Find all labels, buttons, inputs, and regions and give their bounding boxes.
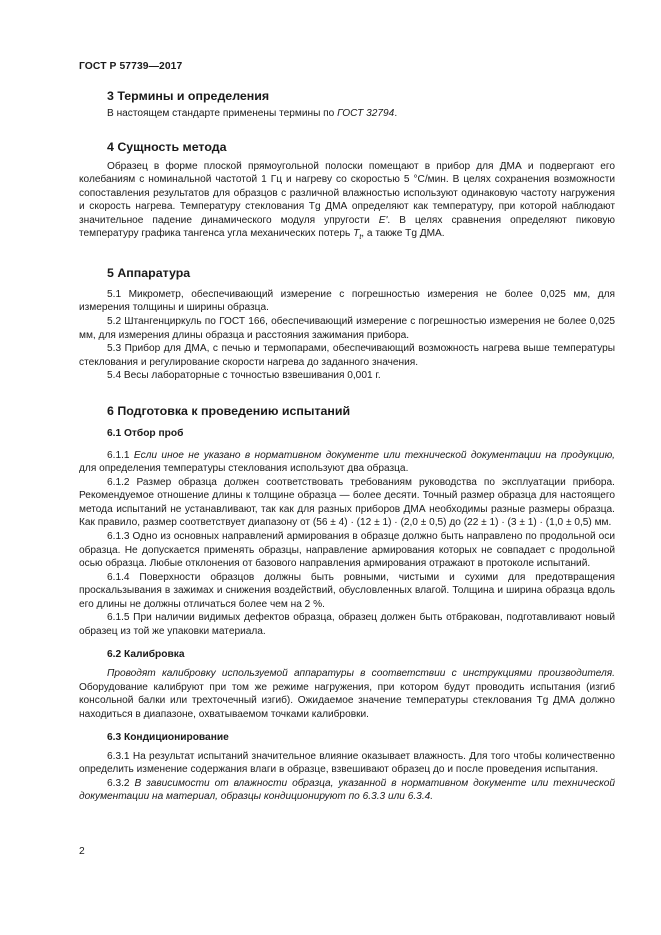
clause-6-1-5: 6.1.5 При наличии видимых дефектов образца, образец должен быть отбракован, подготавливают новый образец из той же упаковки материала. <box>79 612 615 637</box>
subsection-6-1-title: 6.1 Отбор проб <box>107 427 184 439</box>
clause-6-2-text: Проводят калибровку используемой аппаратуры в соответствии с инструкциями производителя. Оборудование калибруют при том же режиме нагружения, при котором будут проводить испытания (изгиб консольной балки или трехточечный изгиб). Ожидаемое значение температуры стеклования Tg ДМА должно находиться в диапазоне, охватываемом точками калибровки. <box>79 668 615 720</box>
subsection-6-3-title: 6.3 Кондиционирование <box>107 731 229 743</box>
subsection-6-2-title: 6.2 Калибровка <box>107 649 185 661</box>
section-3-text: В настоящем стандарте применены термины по ГОСТ 32794. <box>107 108 398 119</box>
clause-6-1-3: 6.1.3 Одно из основных направлений армирования в образце должно быть направлено по продольной оси образца. Не допускается применять образцы, направление армирования которых не совпадает с продольной осью образца. Любые отклонения от базового направления армирования отражают в протоколе испытаний. <box>79 530 615 570</box>
clause-6-1-1: 6.1.1 Если иное не указано в нормативном документе или технической документации на продукцию, для определения температуры стеклования используют два образца. <box>79 449 615 475</box>
clause-5-2: 5.2 Штангенциркуль по ГОСТ 166, обеспечивающий измерение с погрешностью измерения не более 0,025 мм, для измерения длины образца и расстояния зажимания прибора. <box>79 315 615 341</box>
clause-5-4: 5.4 Весы лабораторные с точностью взвешивания 0,001 г. <box>107 370 381 382</box>
section-4-title: 4 Сущность метода <box>107 139 227 154</box>
standard-designation: ГОСТ Р 57739—2017 <box>79 61 183 72</box>
section-3-title: 3 Термины и определения <box>107 89 270 103</box>
clause-6-1-4: 6.1.4 Поверхности образцов должны быть ровными, чистыми и сухими для предотвращения проскальзывания в зажимах и снижения воздействий, обусловленных влагой. Толщина и ширина образца вдоль его длины не должны отличаться более чем на 2 %. <box>79 571 615 610</box>
clause-6-3-2: 6.3.2 В зависимости от влажности образца, указанной в нормативном документе или технической документации на материал, образцы кондиционируют по 6.3.3 или 6.3.4. <box>79 777 615 803</box>
gost-32794-ref: ГОСТ 32794 <box>337 108 395 119</box>
page-number: 2 <box>79 846 85 857</box>
clause-6-3-1: 6.3.1 На результат испытаний значительное влияние оказывает влажность. Для того чтобы количественно определить изменение содержания влаги в образце, взвешивают образец до и после проведения испытания. <box>79 750 615 776</box>
section-4-text: Образец в форме плоской прямоугольной полоски помещают в прибор для ДМА и подвергают его колебаниям с номинальной частотой 1 Гц и нагреву со скоростью 5 °С/мин. В целях сохранения возможности сопоставления результатов для образцов с различной влажностью используют одинаковую частоту нагружения и скорость нагрева. Температуру стеклования Tg ДМА определяют как температуру, при которой наблюдают значительное падение динамического модуля упругости E'. В целях сравнения определяют пиковую температуру графика тангенса угла механических потерь $T_t$, а также Tg ДМА. <box>79 160 615 242</box>
section-6-title: 6 Подготовка к проведению испытаний <box>107 403 351 418</box>
section-5-title: 5 Аппаратура <box>107 265 191 280</box>
clause-6-1-2: 6.1.2 Размер образца должен соответствовать требованиям руководства по эксплуатации прибора. Рекомендуемое отношение длины к толщине образца — более десяти. Точный размер образца для настоящего метода испытаний не устанавливают, так как для разных приборов ДМА необходимы разные размеры образца. Как правило, размер соответствует диапазону от (56 ± 4) · (12 ± 1) · (2,0 ± 0,5) до (22 ± 1) · (3 ± 1) · (1,0 ± 0,5) мм. <box>79 476 615 529</box>
document-body <box>79 88 615 804</box>
clause-5-3: 5.3 Прибор для ДМА, с печью и термопарами, обеспечивающий возможность нагрева выше температуры стеклования и регулирование скорости нагрева до заданного значения. <box>79 343 615 368</box>
clause-5-1: 5.1 Микрометр, обеспечивающий измерение с погрешностью измерения не более 0,025 мм, для измерения толщины и ширины образца. <box>79 288 615 314</box>
